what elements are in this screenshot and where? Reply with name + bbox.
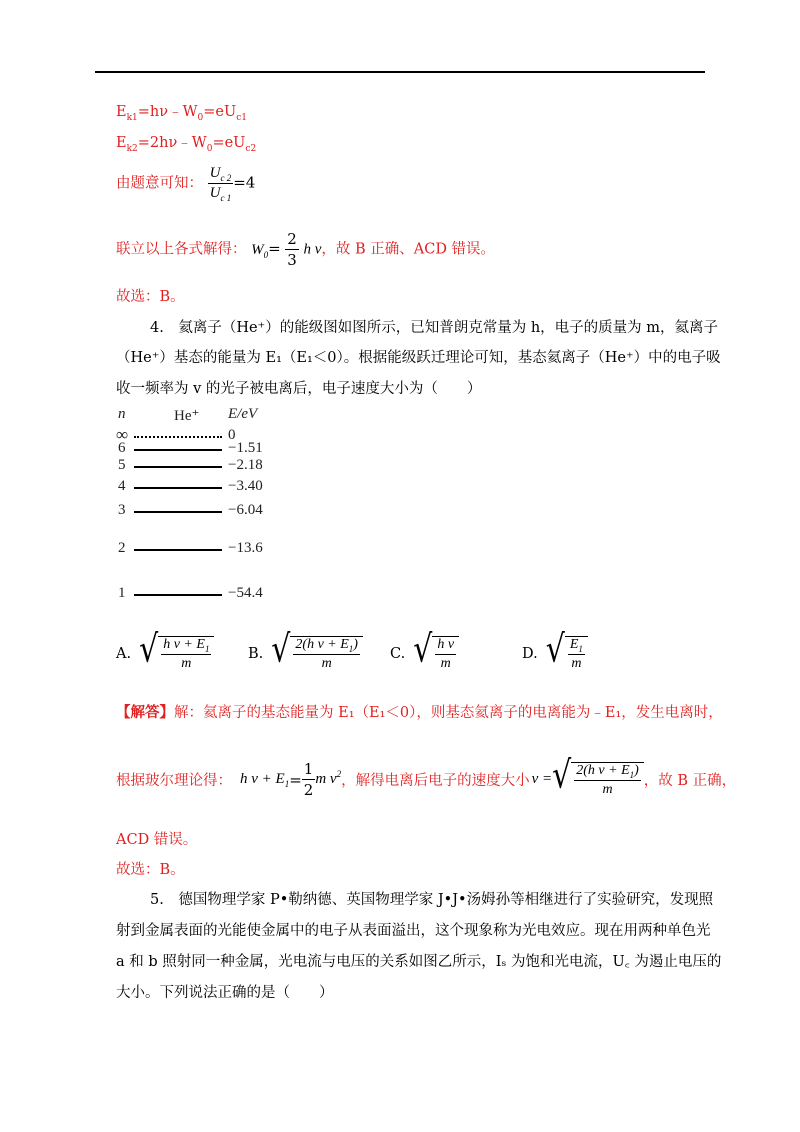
header-rule	[95, 71, 705, 73]
option-a-label: A.	[116, 646, 132, 662]
level-n-5: 5	[118, 457, 126, 473]
conclusion-text: ，故 B 正确、ACD 错误。	[321, 241, 496, 258]
q4-line1: 4. 氦离子（He⁺）的能级图如图所示，已知普朗克常量为 h，电子的质量为 m，氦离子	[150, 320, 719, 336]
answer-tag: 【解答】	[116, 704, 174, 721]
option-a[interactable]	[116, 627, 214, 672]
option-b-label: B.	[248, 646, 264, 662]
option-c-label: C.	[390, 646, 406, 662]
level-n-inf: ∞	[116, 425, 129, 444]
level-line-inf	[134, 436, 222, 438]
q5-line1: 5. 德国物理学家 P•勒纳德、英国物理学家 J•J•汤姆孙等相继进行了实验研究，发现照	[150, 892, 714, 908]
speed-formula: √ $\frac{2(h \nu + E_1)}{m}$	[552, 762, 644, 798]
level-line-5	[134, 466, 222, 468]
q5-line4: 大小。下列说法正确的是（ ）	[116, 985, 334, 1001]
level-n-4: 4	[118, 478, 126, 494]
option-d-label: D.	[522, 646, 538, 662]
speed-tail: ，故 B 正确，	[643, 773, 737, 789]
solution4-line1: 【解答】解：氦离子的基态能量为 E₁（E₁＜0），则基态氦离子的电离能为﹣E₁，发生电离时，	[116, 704, 723, 721]
level-e-inf: 0	[228, 427, 236, 443]
q4-line3: 收一频率为 v 的光子被电离后，电子速度大小为（ ）	[116, 381, 482, 397]
q4-line2: （He⁺）基态的能量为 E₁（E₁＜0）。根据能级跃迁理论可知，基态氦离子（He⁺）中的电子吸	[116, 350, 721, 366]
bohr-label: 根据玻尔理论得：	[116, 773, 232, 789]
speed-label: ，解得电离后电子的速度大小	[341, 773, 530, 789]
level-e-5: −2.18	[228, 457, 263, 473]
q5-line3: a 和 b 照射同一种金属，光电流与电压的关系如图乙所示，Iₛ 为饱和光电流，U꜀ 为遏止电压的	[116, 954, 722, 970]
option-c-formula: √ $\frac{\text{h ν}}{m}$	[413, 636, 459, 672]
choice-3: 故选：B。	[116, 289, 185, 305]
level-e-3: −6.04	[228, 502, 263, 518]
level-n-2: 2	[118, 540, 126, 556]
option-c[interactable]	[390, 627, 459, 672]
equation-ek1: $E_{k1}=h\nu﹣W_0=eU_{c1}$	[116, 104, 247, 123]
level-line-2	[134, 549, 222, 551]
q5-line2: 射到金属表面的光能使金属中的电子从表面溢出，这个现象称为光电效应。现在用两种单色光	[116, 923, 711, 939]
diagram-col-e: E/eV	[228, 406, 258, 422]
level-e-4: −3.40	[228, 478, 263, 494]
given-label: 由题意可知：	[116, 175, 203, 192]
level-e-1: −54.4	[228, 585, 263, 601]
level-n-1: 1	[118, 585, 126, 601]
level-line-3	[134, 511, 222, 513]
level-n-6: 6	[118, 440, 126, 456]
combine-label: 联立以上各式解得：	[116, 241, 247, 258]
given-ratio: 由题意可知： $\frac{U_{c 2}}{U_{c 1}}$ =4	[116, 165, 256, 203]
option-a-formula: √ $\frac{h \nu + E_1}{m}$	[139, 636, 214, 672]
energy-level-diagram	[112, 400, 292, 610]
level-line-4	[134, 487, 222, 489]
option-d-formula: √ $\frac{E_1}{m}$	[546, 636, 588, 672]
choice-4: 故选：B。	[116, 862, 185, 878]
level-line-1	[134, 594, 222, 596]
level-n-3: 3	[118, 502, 126, 518]
option-b[interactable]	[248, 627, 363, 672]
level-line-6	[134, 449, 222, 451]
level-e-2: −13.6	[228, 540, 263, 556]
solution4-line3: ACD 错误。	[116, 832, 198, 848]
combine-result: 联立以上各式解得： $W_0=$ $\frac{2}{3}$ h ν，故 B 正确、ACD 错误。	[116, 230, 496, 269]
level-e-6: −1.51	[228, 440, 263, 456]
equation-ek2: $E_{k2}=2h\nu﹣W_0=eU_{c2}$	[116, 135, 257, 154]
option-d[interactable]	[522, 627, 588, 672]
ratio-fraction: $\frac{U_{c 2}}{U_{c 1}}$	[209, 165, 232, 203]
diagram-col-ion: He⁺	[174, 408, 200, 424]
bohr-equation: 根据玻尔理论得： h $\nu + E_1$ = $\frac{1}{2}$ m $\nu^2$ ，解得电离后电子的速度大小 v = √ $\frac{2(h \nu + E_1)}{m}$ ，故 B 正确，	[116, 753, 737, 799]
diagram-col-n: n	[118, 406, 126, 422]
option-b-formula: √ $\frac{2(h \nu + E_1)}{m}$	[271, 636, 363, 672]
